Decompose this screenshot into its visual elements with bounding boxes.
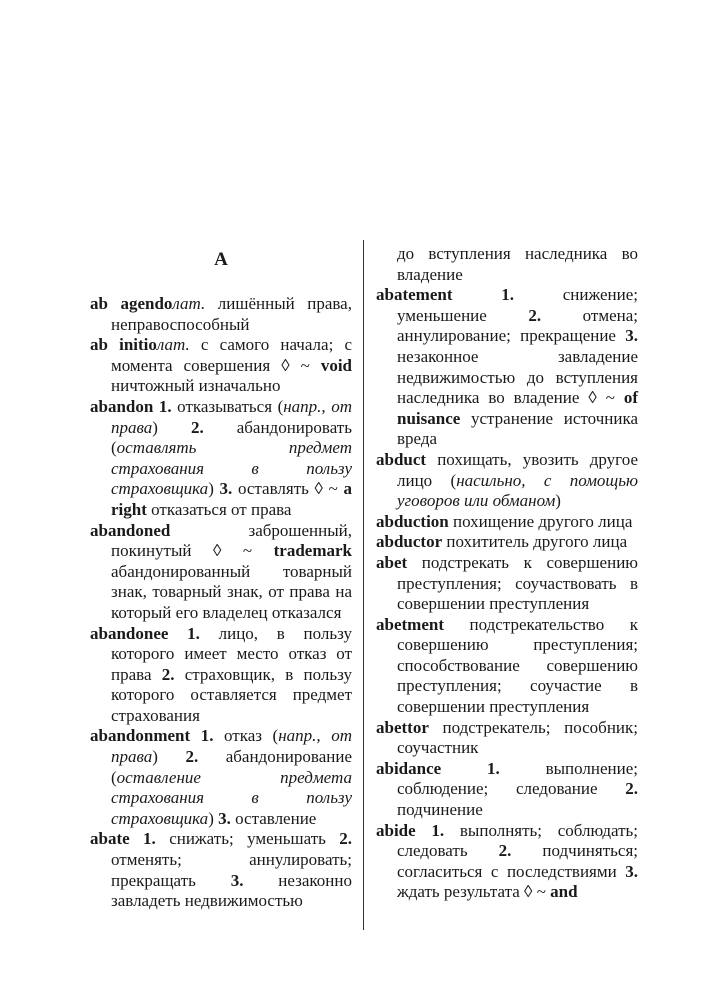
column-divider [363, 240, 364, 930]
entry-definition: подчинение [397, 800, 483, 820]
entry-bold-text: void [320, 355, 352, 375]
entry-definition: отказаться от права [146, 499, 292, 519]
entry-definition: отмена; аннулирование; прекращение [397, 305, 638, 346]
dictionary-entry [90, 726, 352, 829]
dictionary-entry [376, 244, 638, 285]
entry-headword: abduct [376, 449, 427, 469]
entry-headword: abetment [376, 614, 444, 634]
entry-headword: abidance [376, 758, 442, 778]
dictionary-entry [376, 285, 638, 450]
entry-definition: незаконное завладение недвижимостью до вступления наследника во владение ◊ ~ [397, 346, 638, 408]
entry-label-italic: лат. [172, 294, 206, 313]
entry-headword: abandon [90, 396, 154, 416]
entry-definition: снижение; уменьшение [397, 285, 638, 325]
entry-definition: снижать; уменьшать [155, 829, 340, 849]
entry-bold-text: 2. [528, 305, 542, 325]
entry-headword: abductor [376, 532, 443, 552]
dictionary-entry [376, 512, 638, 533]
dictionary-entry [90, 624, 352, 727]
entry-definition: ничтожный изначально [111, 376, 281, 396]
entry-headword: abandoned [90, 520, 171, 540]
entry-bold-text: 2. [339, 829, 353, 849]
entry-headword: ab initio [90, 335, 157, 355]
dictionary-entry [376, 821, 638, 903]
entry-headword: ab agendo [90, 294, 173, 313]
dictionary-entry [90, 521, 352, 624]
entry-definition: похититель другого лица [442, 532, 628, 552]
entry-definition: ) [152, 747, 186, 767]
entry-definition: ждать результата ◊ ~ [397, 882, 551, 902]
entry-bold-text: a right [111, 479, 352, 519]
dictionary-entry [376, 759, 638, 821]
section-letter: A [214, 249, 228, 270]
entry-definition: подчиняться; согласиться с последствиями [397, 841, 638, 881]
entry-definition: лишённый права, неправоспособный [111, 294, 352, 334]
entry-definition: подстрекательство к совершению преступления; способствование совершению преступления; соучастие в совершении преступления [397, 614, 638, 717]
entry-bold-text: 3. [219, 479, 233, 499]
dictionary-entry [376, 553, 638, 615]
entry-definition: подстрекатель; пособник; соучастник [397, 717, 638, 758]
dictionary-entry [376, 718, 638, 759]
entry-definition: выполнение; соблюдение; следование [397, 758, 638, 799]
entry-bold-text: 3. [625, 326, 638, 346]
entry-bold-text: 1. [190, 726, 214, 746]
entry-definition: отменять; аннулировать; прекращать [111, 850, 352, 890]
entry-headword: abandonee [90, 623, 169, 643]
entry-definition: ) [208, 479, 220, 499]
entry-definition: похищение другого лица [448, 511, 633, 531]
entry-definition: заброшенный, покинутый ◊ ~ [111, 520, 352, 561]
entry-bold-text: 2. [161, 664, 175, 684]
dictionary-entry [90, 335, 352, 397]
entry-bold-text: 3. [625, 861, 638, 881]
dictionary-entry [90, 829, 352, 911]
entry-label-italic: оставлять предмет страхования в пользу страховщика [111, 438, 352, 499]
entry-bold-text: 1. [441, 758, 500, 778]
dictionary-entry [376, 615, 638, 718]
entry-headword: abandonment [90, 726, 191, 746]
right-column [376, 244, 638, 903]
entry-definition: отказываться ( [177, 396, 284, 416]
entry-bold-text: 3. [230, 870, 244, 890]
entry-definition: устранение источника вреда [397, 408, 638, 449]
dictionary-entry [90, 397, 352, 521]
entry-definition: оставление [230, 808, 317, 828]
entry-definition: ) [555, 491, 561, 511]
entry-definition: подстрекать к совершению преступления; соучаствовать в совершении преступления [397, 552, 638, 614]
entry-definition: до вступления наследника во владение [397, 244, 638, 284]
entry-bold-text: 2. [190, 417, 204, 437]
right-entries [376, 244, 638, 903]
entry-definition: страховщик, в пользу которого оставляется предмет страхования [111, 664, 352, 725]
entry-bold-text: 2. [498, 841, 512, 861]
entry-headword: abet [376, 552, 408, 572]
dictionary-entry [376, 532, 638, 553]
entry-definition: абандонирование ( [111, 747, 352, 787]
entry-headword: abate [90, 829, 130, 849]
entry-definition: ) [208, 808, 219, 828]
dictionary-entry [90, 294, 352, 335]
entry-bold-text: 1. [129, 829, 156, 849]
entry-bold-text: trademark [273, 541, 352, 561]
left-column [90, 244, 352, 912]
entry-headword: abide [376, 820, 416, 840]
entry-definition: лицо, в пользу которого имеет место отказ от права [111, 623, 352, 684]
entry-definition: выполнять; соблюдать; следовать [397, 820, 638, 861]
entry-bold-text: 3. [218, 808, 231, 828]
entry-definition: абандонированный товарный знак, товарный знак, от права на который его владелец отказался [111, 561, 352, 622]
entry-definition: абандонировать ( [111, 417, 352, 458]
entry-definition: похищать, увозить другое лицо ( [397, 449, 638, 490]
entry-bold-text: 1. [153, 396, 178, 416]
entry-bold-text: and [550, 882, 578, 902]
entry-definition: с самого начала; с момента совершения ◊ ~ [111, 335, 352, 375]
entry-definition: оставлять ◊ ~ [232, 479, 344, 499]
entry-label-italic: напр., от права [111, 396, 352, 437]
left-entries [90, 294, 352, 912]
entry-bold-text: of nuisance [397, 388, 638, 428]
entry-headword: abduction [376, 511, 449, 531]
entry-definition: отказ ( [213, 726, 279, 746]
dictionary-entry [376, 450, 638, 512]
entry-definition: ) [152, 417, 191, 437]
entry-bold-text: 1. [452, 285, 514, 305]
entry-bold-text: 2. [185, 747, 199, 767]
entry-label-italic: насильно, с помощью уговоров или обманом [397, 470, 638, 511]
entry-label-italic: оставление предмета страхования в пользу страховщика [111, 767, 352, 828]
entry-label-italic: напр., от права [111, 726, 352, 767]
entry-headword: abettor [376, 717, 429, 737]
entry-definition: незаконно завладеть недвижимостью [111, 870, 352, 911]
entry-label-italic: лат. [156, 335, 190, 355]
entry-bold-text: 1. [168, 623, 200, 643]
entry-bold-text: 1. [415, 820, 445, 840]
entry-headword: abatement [376, 285, 453, 305]
entry-bold-text: 2. [625, 779, 638, 799]
